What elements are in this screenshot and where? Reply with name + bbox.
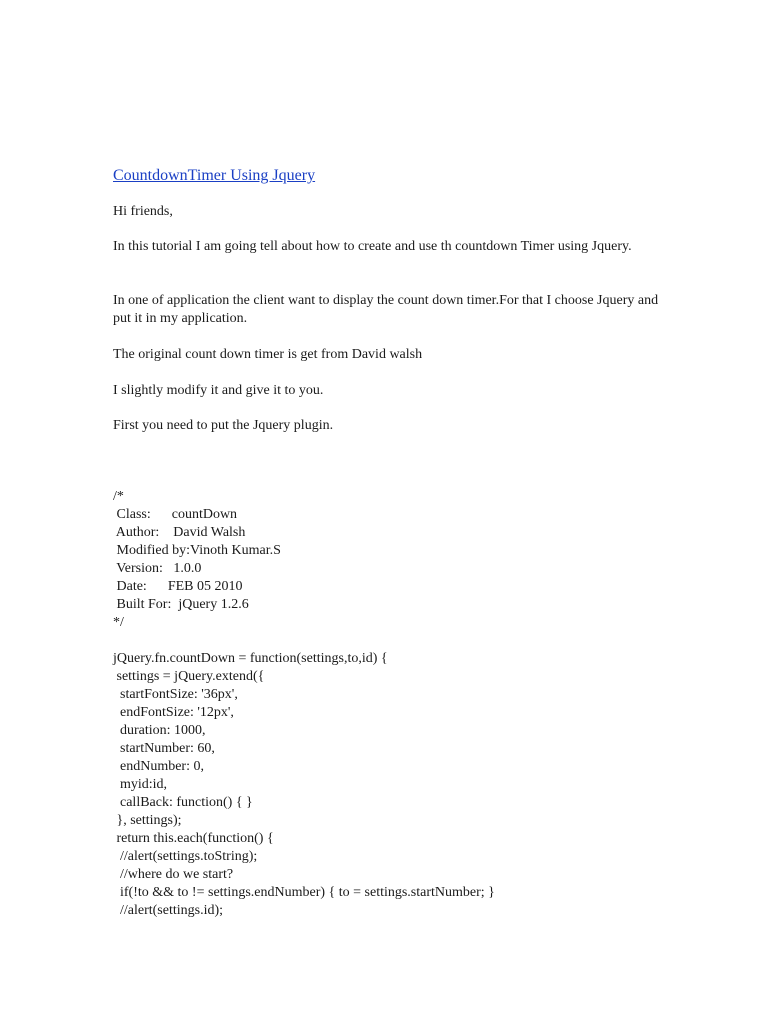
code-line: if(!to && to != settings.endNumber) { to = settings.startNumber; }	[113, 885, 495, 900]
paragraph-source: The original count down timer is get from David walsh	[113, 347, 423, 362]
code-line: startNumber: 60,	[113, 741, 215, 756]
code-line: Date: FEB 05 2010	[113, 579, 243, 594]
code-line: jQuery.fn.countDown = function(settings,to,id) {	[113, 651, 388, 666]
code-line: endFontSize: '12px',	[113, 705, 234, 720]
code-line: return this.each(function() {	[113, 831, 274, 846]
code-line: /*	[113, 489, 124, 504]
code-line: //where do we start?	[113, 867, 234, 882]
paragraph-intro: In this tutorial I am going tell about how to create and use th countdown Timer using Jquery.	[113, 239, 632, 254]
code-line: startFontSize: '36px',	[113, 687, 238, 702]
paragraph-context: In one of application the client want to display the count down timer.For that I choose Jquery and put it in my application.	[113, 293, 659, 326]
code-line: duration: 1000,	[113, 723, 206, 738]
paragraph-greeting: Hi friends,	[113, 204, 173, 219]
code-line	[113, 632, 495, 650]
paragraph-plugin: First you need to put the Jquery plugin.	[113, 418, 334, 433]
code-line: Class: countDown	[113, 507, 238, 522]
paragraph-modify: I slightly modify it and give it to you.	[113, 383, 324, 398]
code-line: */	[113, 615, 124, 630]
code-line: Modified by:Vinoth Kumar.S	[113, 543, 281, 558]
code-line: settings = jQuery.extend({	[113, 669, 265, 684]
code-line: Author: David Walsh	[113, 525, 246, 540]
code-line: Built For: jQuery 1.2.6	[113, 597, 249, 612]
article-title-link[interactable]: CountdownTimer Using Jquery	[113, 167, 316, 184]
code-line: callBack: function() { }	[113, 795, 253, 810]
code-line: endNumber: 0,	[113, 759, 204, 774]
code-line: myid:id,	[113, 777, 168, 792]
code-line: }, settings);	[113, 813, 182, 828]
code-line: //alert(settings.id);	[113, 903, 224, 918]
code-line: //alert(settings.toString);	[113, 849, 258, 864]
code-line: Version: 1.0.0	[113, 561, 202, 576]
code-block	[113, 488, 495, 920]
